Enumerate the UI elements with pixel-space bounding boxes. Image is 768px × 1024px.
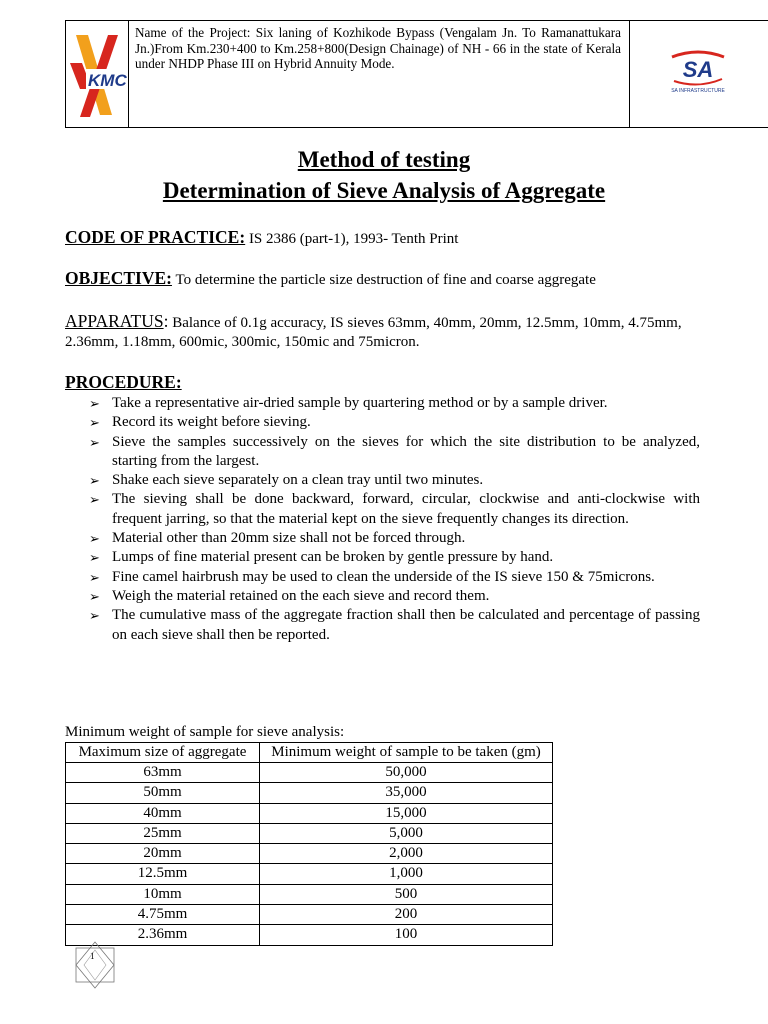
procedure-step-text: The cumulative mass of the aggregate fraction shall then be calculated and percentage of passing on each sieve shall then be reported. bbox=[112, 607, 700, 643]
procedure-step bbox=[89, 568, 700, 587]
weight-cell: 1,000 bbox=[260, 864, 553, 884]
arrow-bullet-icon: ➢ bbox=[89, 473, 100, 489]
arrow-bullet-icon: ➢ bbox=[89, 550, 100, 566]
procedure-step-text: Fine camel hairbrush may be used to clean the underside of the IS sieve 150 & 75microns. bbox=[112, 568, 655, 585]
procedure-step-text: Material other than 20mm size shall not be forced through. bbox=[112, 530, 466, 547]
arrow-bullet-icon: ➢ bbox=[89, 396, 100, 411]
weight-cell: 200 bbox=[260, 905, 553, 925]
weight-cell: 2,000 bbox=[260, 844, 553, 864]
title-determination: Determination of Sieve Analysis of Aggregate bbox=[162, 178, 606, 203]
table-row bbox=[66, 884, 553, 904]
table-caption: Minimum weight of sample for sieve analysis: bbox=[65, 724, 345, 740]
procedure-step bbox=[89, 433, 700, 472]
procedure-step-text: Lumps of fine material present can be broken by gentle pressure by hand. bbox=[112, 549, 554, 566]
objective-text: To determine the particle size destruction of fine and coarse aggregate bbox=[171, 272, 596, 288]
apparatus-label: APPARATUS bbox=[65, 311, 164, 331]
table-row bbox=[66, 844, 553, 864]
weight-cell: 100 bbox=[260, 925, 553, 945]
size-cell: 63mm bbox=[66, 763, 260, 783]
procedure-heading: PROCEDURE: bbox=[65, 372, 182, 392]
arrow-bullet-icon: ➢ bbox=[89, 531, 100, 547]
procedure-step bbox=[89, 529, 700, 548]
procedure-step-text: Shake each sieve separately on a clean tray until two minutes. bbox=[112, 472, 484, 489]
arrow-bullet-icon: ➢ bbox=[89, 492, 100, 508]
size-cell: 20mm bbox=[66, 844, 260, 864]
procedure-step bbox=[89, 471, 700, 490]
procedure-step bbox=[89, 413, 700, 432]
sa-logo-text: SA bbox=[682, 57, 714, 82]
table-row bbox=[66, 905, 553, 925]
weight-cell: 500 bbox=[260, 884, 553, 904]
weight-cell: 5,000 bbox=[260, 823, 553, 843]
kmc-logo-text: KMC bbox=[88, 71, 127, 90]
procedure-step-text: Weigh the material retained on the each sieve and record them. bbox=[112, 587, 490, 604]
arrow-bullet-icon: ➢ bbox=[89, 608, 100, 624]
size-cell: 10mm bbox=[66, 884, 260, 904]
page-number: 1 bbox=[90, 951, 95, 961]
procedure-step-text: Take a representative air-dried sample by quartering method or by a sample driver. bbox=[112, 395, 608, 411]
arrow-bullet-icon: ➢ bbox=[89, 569, 100, 585]
arrow-bullet-icon: ➢ bbox=[89, 415, 100, 431]
weight-cell: 50,000 bbox=[260, 763, 553, 783]
document-header bbox=[65, 20, 768, 128]
kmc-logo bbox=[68, 29, 128, 121]
weight-cell: 35,000 bbox=[260, 783, 553, 803]
procedure-step bbox=[89, 394, 700, 413]
arrow-bullet-icon: ➢ bbox=[89, 434, 100, 450]
procedure-step bbox=[89, 490, 700, 529]
table-row bbox=[66, 864, 553, 884]
procedure-step bbox=[89, 587, 700, 606]
table-row bbox=[66, 803, 553, 823]
size-cell: 4.75mm bbox=[66, 905, 260, 925]
apparatus-colon: : bbox=[163, 311, 169, 331]
apparatus-text: Balance of 0.1g accuracy, IS sieves 63mm, 40mm, 20mm, 12.5mm, 10mm, 4.75mm, 2.36mm, 1.18mm, 600mic, 300mic, 150mic and 75micron. bbox=[65, 315, 682, 350]
size-cell: 50mm bbox=[66, 783, 260, 803]
objective-label: OBJECTIVE: bbox=[65, 268, 172, 288]
page-ornament-icon bbox=[72, 938, 118, 992]
procedure-list bbox=[89, 394, 700, 645]
code-of-practice bbox=[65, 228, 705, 249]
table-row bbox=[66, 925, 553, 945]
table-row bbox=[66, 763, 553, 783]
size-cell: 2.36mm bbox=[66, 925, 260, 945]
weight-cell: 15,000 bbox=[260, 803, 553, 823]
procedure-step-text: Sieve the samples successively on the sieves for which the site distribution to be analyzed, starting from the largest. bbox=[112, 433, 700, 469]
objective bbox=[65, 269, 705, 290]
code-of-practice-label: CODE OF PRACTICE: bbox=[65, 227, 246, 247]
table-row bbox=[66, 783, 553, 803]
code-of-practice-text: IS 2386 (part-1), 1993- Tenth Print bbox=[245, 231, 459, 247]
procedure-step-text: Record its weight before sieving. bbox=[112, 414, 311, 431]
apparatus bbox=[65, 312, 705, 352]
sa-logo-subtext: SA INFRASTRUCTURE bbox=[671, 88, 725, 94]
size-cell: 25mm bbox=[66, 823, 260, 843]
table-header-row bbox=[66, 743, 553, 763]
sa-logo-cell bbox=[630, 21, 768, 128]
procedure-step-text: The sieving shall be done backward, forward, circular, clockwise and anti-clockwise with frequent jarring, so that the material kept on the sieve frequently changes its direction. bbox=[112, 491, 700, 527]
procedure-step bbox=[89, 548, 700, 567]
project-name: Name of the Project: Six laning of Kozhikode Bypass (Vengalam Jn. To Ramanattukara Jn.)From Km.230+400 to Km.258+800(Design Chainage) of NH - 66 in the state of Kerala under NHDP Phase III on Hybrid Annuity Mode. bbox=[129, 21, 630, 128]
sa-infrastructure-logo bbox=[652, 45, 744, 95]
arrow-bullet-icon: ➢ bbox=[89, 588, 100, 604]
title-method-of-testing: Method of testing bbox=[297, 147, 471, 172]
table-row bbox=[66, 823, 553, 843]
size-cell: 12.5mm bbox=[66, 864, 260, 884]
kmc-logo-cell bbox=[66, 21, 129, 128]
sample-weight-table bbox=[65, 742, 553, 946]
header-max-size: Maximum size of aggregate bbox=[66, 743, 260, 763]
size-cell: 40mm bbox=[66, 803, 260, 823]
procedure-step bbox=[89, 606, 700, 645]
header-min-weight: Minimum weight of sample to be taken (gm) bbox=[260, 743, 553, 763]
